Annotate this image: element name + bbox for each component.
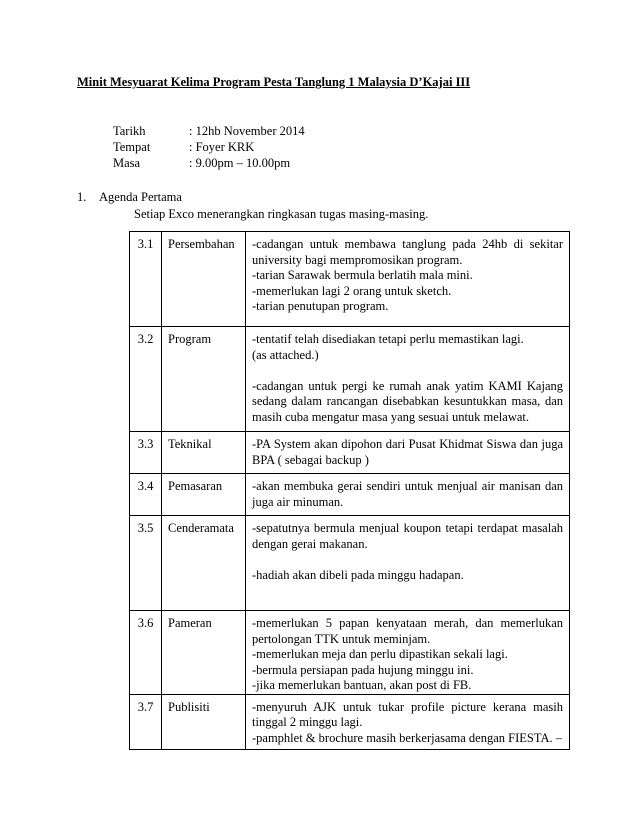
agenda-number: 1.	[77, 190, 87, 204]
agenda-heading	[77, 190, 182, 205]
detail-line: -jika memerlukan bantuan, akan post di FB.	[252, 678, 472, 692]
meta-value: : 9.00pm – 10.00pm	[189, 156, 291, 170]
table-row	[130, 694, 570, 749]
detail-line: -memerlukan 5 papan kenyataan merah, dan memerlukan pertolongan TTK untuk meminjam.	[252, 616, 563, 646]
row-details	[246, 474, 570, 516]
detail-line: (as attached.)	[252, 347, 319, 362]
agenda-title: Agenda Pertama	[99, 190, 182, 204]
table-row	[130, 474, 570, 516]
row-number: 3.5	[130, 516, 162, 611]
row-section: Cenderamata	[162, 516, 246, 611]
row-section: Program	[162, 327, 246, 432]
row-details	[246, 232, 570, 327]
row-number: 3.1	[130, 232, 162, 327]
detail-line: -hadiah akan dibeli pada minggu hadapan.	[252, 567, 464, 582]
table-row	[130, 327, 570, 432]
meta-row-date	[113, 124, 305, 139]
meta-label: Tarikh	[113, 124, 146, 138]
table-row	[130, 432, 570, 474]
paragraph-gap	[252, 552, 563, 568]
detail-line: -PA System akan dipohon dari Pusat Khidmat Siswa dan juga BPA ( sebagai backup )	[252, 437, 563, 467]
row-section: Pemasaran	[162, 474, 246, 516]
meta-row-place	[113, 140, 254, 155]
minutes-table	[129, 231, 570, 750]
row-section: Persembahan	[162, 232, 246, 327]
document-title: Minit Mesyuarat Kelima Program Pesta Tanglung 1 Malaysia D’Kajai III	[77, 75, 471, 89]
detail-line: -tarian Sarawak bermula berlatih mala mini.	[252, 268, 473, 282]
row-number: 3.4	[130, 474, 162, 516]
detail-line: -bermula persiapan pada hujung minggu ini.	[252, 662, 474, 677]
detail-line: -sepatutnya bermula menjual koupon tetapi terdapat masalah dengan gerai makanan.	[252, 521, 563, 551]
row-number: 3.3	[130, 432, 162, 474]
detail-line: -memerlukan meja dan perlu dipastikan sekali lagi.	[252, 647, 508, 661]
row-details	[246, 327, 570, 432]
detail-line: -menyuruh AJK untuk tukar profile picture kerana masih tinggal 2 minggu lagi.	[252, 699, 563, 729]
row-number: 3.7	[130, 694, 162, 749]
table-row	[130, 516, 570, 611]
detail-line: -tentatif telah disediakan tetapi perlu memastikan lagi.	[252, 332, 524, 346]
paragraph-gap	[252, 363, 563, 379]
detail-line: -tarian penutupan program.	[252, 299, 389, 313]
table-row	[130, 611, 570, 695]
meta-value: : 12hb November 2014	[189, 124, 305, 138]
row-details	[246, 694, 570, 749]
detail-line: -pamphlet & brochure masih berkerjasama dengan FIESTA. –	[252, 730, 563, 745]
row-details	[246, 516, 570, 611]
detail-line: -cadangan untuk pergi ke rumah anak yatim KAMI Kajang sedang dalam rancangan disebabkan kesuntukkan masa, dan masih cuba mengatur masa yang sesuai untuk melawat.	[252, 378, 563, 424]
row-number: 3.2	[130, 327, 162, 432]
row-details	[246, 432, 570, 474]
detail-line: -akan membuka gerai sendiri untuk menjual air manisan dan juga air minuman.	[252, 479, 563, 509]
row-number: 3.6	[130, 611, 162, 695]
table-row	[130, 232, 570, 327]
row-section: Publisiti	[162, 694, 246, 749]
meta-value: : Foyer KRK	[189, 140, 255, 154]
meta-row-time	[113, 156, 290, 171]
row-section: Pameran	[162, 611, 246, 695]
row-details	[246, 611, 570, 695]
detail-line: -cadangan untuk membawa tanglung pada 24hb di sekitar university bagi mempromosikan program.	[252, 237, 563, 267]
meta-label: Masa	[113, 156, 141, 170]
table-body	[130, 232, 570, 750]
row-section: Teknikal	[162, 432, 246, 474]
meta-label: Tempat	[113, 140, 151, 154]
detail-line: -memerlukan lagi 2 orang untuk sketch.	[252, 283, 452, 298]
agenda-description: Setiap Exco menerangkan ringkasan tugas masing-masing.	[134, 207, 429, 221]
